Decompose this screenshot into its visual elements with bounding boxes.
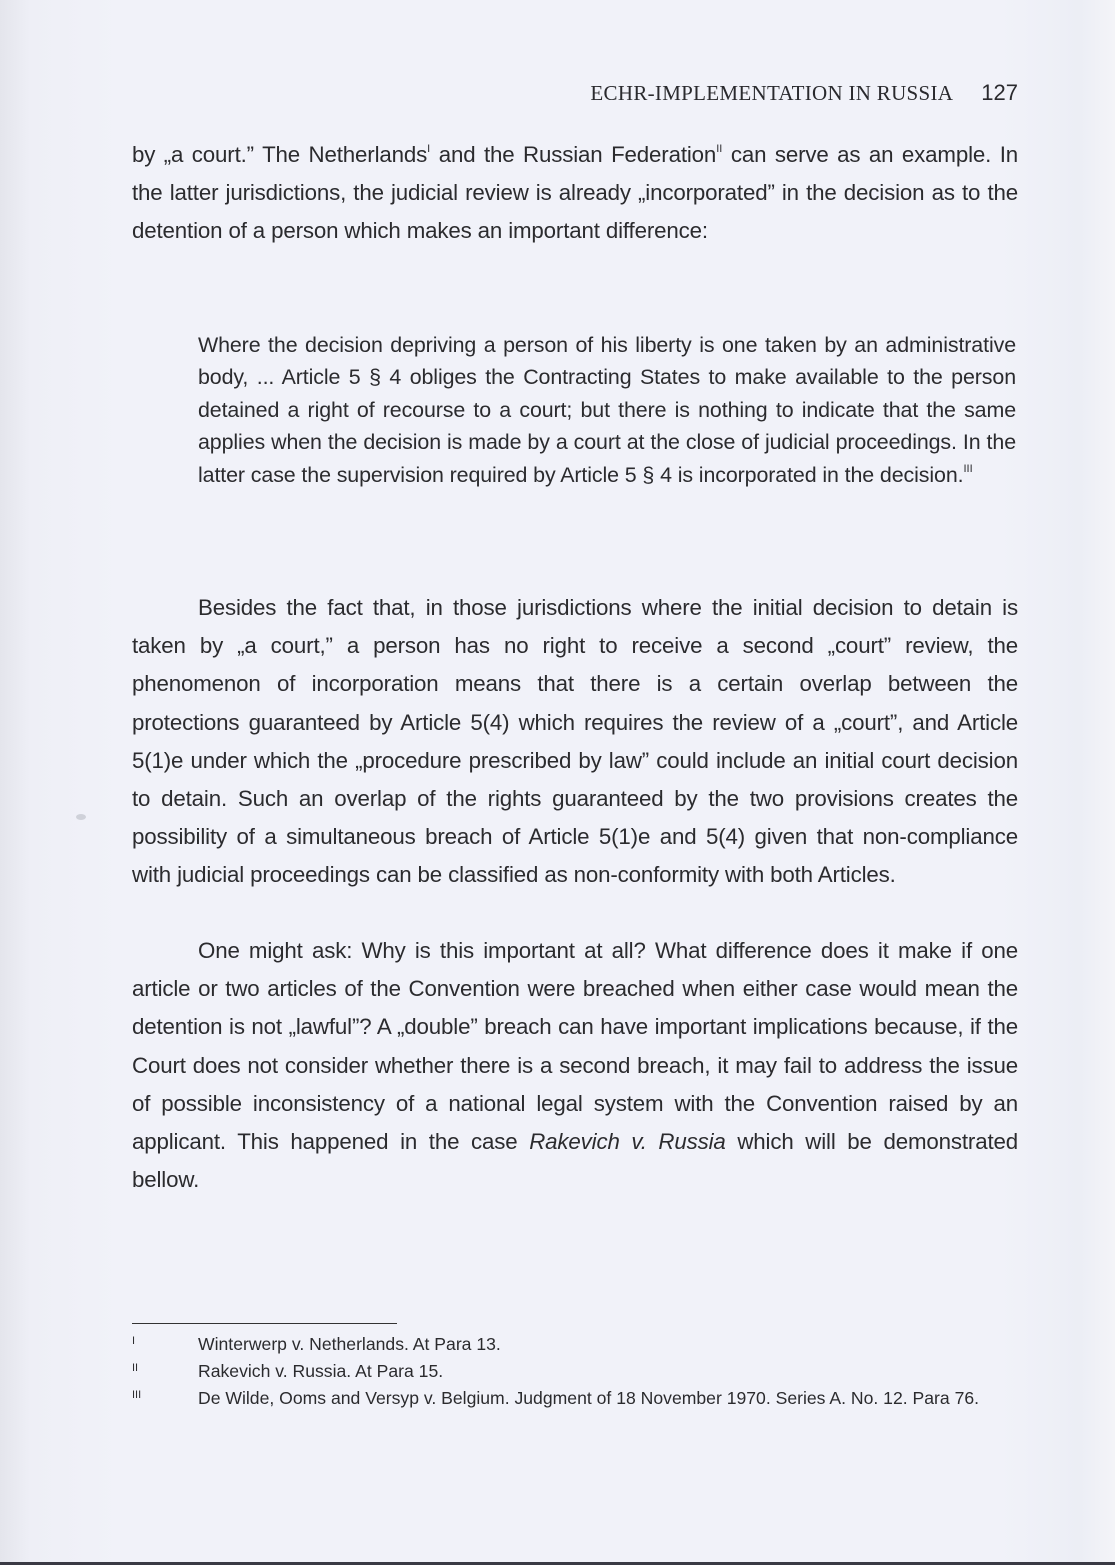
block-quote-text: Where the decision depriving a person of his liberty is one taken by an administrative body, ... Article 5 § 4 obliges the Contracting States to make available to the person detained a right of recourse to a court; but there is nothing to indicate that the same applies when the decision is made by a court at the close of judicial proceedings. In the latter case the supervision required by Article 5 § 4 is incorporated in the decision.: [198, 333, 1016, 487]
paragraph-1-text-a: by „a court.” The Netherlands: [132, 142, 428, 167]
paragraph-3: [132, 932, 1018, 1199]
footnote-marker: I: [132, 1335, 136, 1347]
footnote-ref-2[interactable]: II: [716, 143, 723, 155]
footnote-ref-3[interactable]: III: [963, 462, 973, 475]
paragraph-2-text: Besides the fact that, in those jurisdictions where the initial decision to detain is taken by „a court,” a person has no right to receive a second „court” review, the phenomenon of incorporation means that there is a certain overlap between the protections guaranteed by Article 5(4) which requires the review of a „court”, and Article 5(1)e under which the „procedure prescribed by law” could include an initial court decision to detain. Such an overlap of the rights guaranteed by the two provisions creates the possibility of a simultaneous breach of Article 5(1)e and 5(4) given that non-compliance with judicial proceedings can be classified as non-conformity with both Articles.: [132, 595, 1018, 888]
footnote-marker: II: [132, 1362, 139, 1374]
footnote-text: Rakevich v. Russia. At Para 15.: [198, 1361, 444, 1381]
running-head: ECHR-IMPLEMENTATION IN RUSSIA: [590, 81, 954, 105]
footnotes: [132, 1331, 1020, 1412]
footnote-text: De Wilde, Ooms and Versyp v. Belgium. Judgment of 18 November 1970. Series A. No. 12. Para 76.: [198, 1388, 980, 1408]
paragraph-2: [132, 589, 1018, 895]
paragraph-1: [132, 136, 1018, 251]
footnote: [132, 1331, 1020, 1358]
paragraph-3-text-a: One might ask: Why is this important at all? What difference does it make if one article or two articles of the Convention were breached when either case would mean the detention is not „lawful”? A „double” breach can have important implications because, if the Court does not consider whether there is a second breach, it may fail to address the issue of possible inconsistency of a national legal system with the Convention raised by an applicant. This happened in the case: [132, 938, 1018, 1155]
page-number: 127: [981, 80, 1018, 105]
footnote: [132, 1385, 1020, 1412]
page-header: [590, 80, 1018, 106]
block-quote: [198, 329, 1016, 491]
paragraph-3-text-b: which will be demonstrated bellow.: [132, 1129, 1018, 1193]
footnote-marker: III: [132, 1389, 142, 1401]
footnote-divider: [132, 1323, 397, 1324]
footnote: [132, 1358, 1020, 1385]
case-name: Rakevich v. Russia: [529, 1129, 726, 1155]
scan-smudge: [76, 814, 86, 820]
paragraph-1-text-c: can serve as an example. In the latter jurisdictions, the judicial review is already „incorporated” in the decision as to the detention of a person which makes an important difference:: [132, 142, 1019, 244]
paragraph-1-text-b: and the Russian Federation: [430, 142, 717, 167]
footnote-text: Winterwerp v. Netherlands. At Para 13.: [198, 1334, 501, 1354]
footnote-ref-1[interactable]: I: [427, 143, 431, 155]
